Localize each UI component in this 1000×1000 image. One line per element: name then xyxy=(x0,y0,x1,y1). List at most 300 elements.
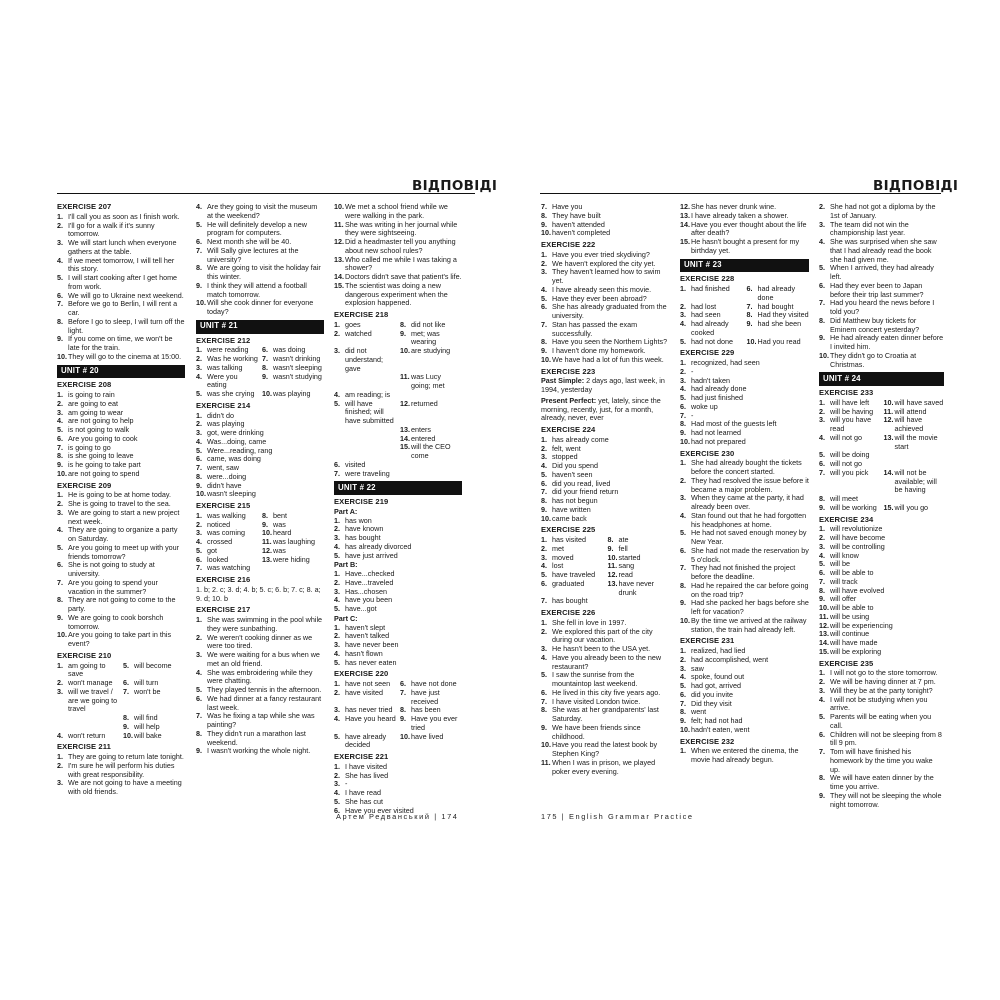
answer-text: Are you going to cook xyxy=(68,433,138,443)
answer-number: 9. xyxy=(680,716,686,725)
answer-item xyxy=(680,338,743,347)
exercise-title: EXERCISE 222 xyxy=(541,240,596,249)
answer-number: 10. xyxy=(196,489,206,499)
answer-text: was doing xyxy=(273,345,306,355)
answer-number: 4. xyxy=(680,319,686,328)
answer-number: 6. xyxy=(541,578,547,588)
answer-text: ate xyxy=(618,535,629,544)
answer-number: 3. xyxy=(334,533,340,542)
answer-text: They played tennis in the afternoon. xyxy=(207,685,322,694)
answer-number: 6. xyxy=(57,433,63,443)
answer-text: fell xyxy=(618,543,628,553)
answer-text: Who called me while I was taking a shower? xyxy=(345,254,457,273)
answer-text: She was surprised when she saw that I had already read the book she had given me. xyxy=(830,237,937,264)
answer-text: will continue xyxy=(830,629,870,639)
answer-number: 2. xyxy=(680,301,686,311)
answer-text: has bought xyxy=(345,533,381,542)
answer-item xyxy=(196,712,324,730)
answer-text: haven't completed xyxy=(552,228,611,238)
answer-number: 6. xyxy=(819,280,825,290)
answer-text: Have you seen the Northern Lights? xyxy=(552,337,668,347)
page-footer: 175 | English Grammar Practice xyxy=(541,812,694,821)
exercise-block xyxy=(541,368,670,424)
exercise-block xyxy=(819,660,944,810)
answer-text: have known xyxy=(345,524,384,534)
answer-text: By the time we arrived at the railway station, the train had already left. xyxy=(691,615,807,634)
answer-item xyxy=(334,400,396,426)
answer-number: 8. xyxy=(541,496,547,505)
answer-item xyxy=(334,715,396,733)
answer-text: will help xyxy=(134,721,160,731)
answer-text: will be controlling xyxy=(830,541,885,551)
answer-item xyxy=(57,353,185,362)
answer-item xyxy=(819,264,944,282)
answer-column xyxy=(541,203,670,776)
answer-text: had just finished xyxy=(691,393,743,402)
answer-number: 3. xyxy=(57,238,63,247)
answer-item xyxy=(57,274,185,292)
answer-item xyxy=(819,317,944,335)
answer-number: 4. xyxy=(541,461,547,470)
answer-number: 6. xyxy=(334,459,340,469)
answer-item-empty xyxy=(57,714,119,723)
answer-number: 3. xyxy=(57,407,63,417)
answer-number: 5. xyxy=(680,393,686,402)
answer-text: won't manage xyxy=(68,678,113,687)
answer-text: will be exploring xyxy=(830,646,882,656)
answer-text: crossed xyxy=(207,537,233,546)
answer-text: We weren't cooking dinner as we were too tired. xyxy=(207,632,313,651)
answer-text: Had they ever been to Japan before their trip last summer? xyxy=(830,280,924,299)
answer-text: won't be xyxy=(134,686,161,696)
answer-number: 7. xyxy=(746,301,753,311)
answer-paragraph xyxy=(541,397,670,423)
answer-number: 3. xyxy=(541,452,547,462)
answer-text: Have you ever thought about the life after death? xyxy=(691,219,807,238)
answer-text: When I was in prison, we played poker every evening. xyxy=(552,757,656,776)
answer-text: Did a headmaster tell you anything about new school rules? xyxy=(345,237,456,255)
answer-number: 1. xyxy=(541,535,547,544)
answer-text: - xyxy=(345,779,348,789)
answer-text: got xyxy=(207,545,217,555)
answer-text: is she going to leave xyxy=(68,451,134,461)
answer-number: 7. xyxy=(541,487,547,497)
answer-text: was watching xyxy=(207,563,251,573)
answer-number: 2. xyxy=(680,366,686,376)
answer-number: 8. xyxy=(262,510,268,520)
answer-text: looked xyxy=(207,554,229,564)
answer-text: The team did not win the championship last year. xyxy=(830,219,909,238)
answer-text: will have left xyxy=(830,397,870,407)
answer-item xyxy=(400,715,462,733)
exercise-title: EXERCISE 216 xyxy=(196,575,251,584)
answer-text: is going to go xyxy=(68,442,111,452)
answer-text: Had you heard the news before I told you? xyxy=(830,298,935,316)
answer-item xyxy=(680,477,809,495)
answer-text: will track xyxy=(830,576,858,586)
answer-number: 3. xyxy=(334,640,340,649)
answer-number: 2. xyxy=(819,533,825,542)
answer-number: 11. xyxy=(541,757,551,767)
exercise-block xyxy=(196,502,324,573)
answer-text: Stan has passed the exam successfully. xyxy=(552,319,638,338)
exercise-block xyxy=(57,381,185,478)
answer-number: 6. xyxy=(57,290,63,300)
answer-text: will find xyxy=(134,713,158,722)
answer-text: She was swimming in the pool while they were sunbathing. xyxy=(207,615,323,633)
answer-number: 3. xyxy=(819,415,825,425)
answer-number: 5. xyxy=(541,293,547,303)
answer-text: were reading xyxy=(207,345,249,355)
answer-text: will offer xyxy=(830,594,857,604)
answer-number: 4. xyxy=(680,672,686,682)
answer-number: 8. xyxy=(123,713,129,722)
answer-text: will be working xyxy=(830,502,877,512)
answer-number: 3. xyxy=(334,346,340,355)
unit-heading: UNIT # 23 xyxy=(680,259,809,273)
answer-number: 4. xyxy=(196,202,202,211)
exercise-title: EXERCISE 215 xyxy=(196,501,251,510)
exercise-block xyxy=(196,203,324,317)
answer-number: 1. xyxy=(334,761,340,771)
answer-number: 7. xyxy=(262,354,268,363)
answer-item xyxy=(123,732,185,741)
answer-text: had got, arrived xyxy=(691,681,741,690)
exercise-title: EXERCISE 214 xyxy=(196,400,251,410)
part-label: Part C: xyxy=(334,613,358,623)
answer-text: Tom will have finished his homework by the time you wake up. xyxy=(830,747,933,774)
answer-item xyxy=(819,238,944,264)
answer-number: 15. xyxy=(680,237,690,246)
answer-item xyxy=(262,390,324,399)
answer-number: 5. xyxy=(196,389,202,398)
answer-text: She had not got a diploma by the 1st of January. xyxy=(830,202,936,220)
answer-item xyxy=(196,634,324,652)
answer-item xyxy=(680,238,809,256)
answer-item xyxy=(334,772,462,781)
answer-number: 10. xyxy=(680,724,690,734)
exercise-block xyxy=(680,275,809,346)
answer-text: I have visited London twice. xyxy=(552,696,641,706)
answer-number: 5. xyxy=(334,604,340,613)
answer-text: will have achieved xyxy=(894,415,924,433)
answer-text: was coming xyxy=(207,528,245,538)
answer-text: Have you ever tried skydiving? xyxy=(552,249,650,259)
answer-text: will be having xyxy=(830,406,874,416)
answer-item xyxy=(680,494,809,512)
answer-number: 9. xyxy=(123,721,129,731)
answer-number: 3. xyxy=(541,552,547,562)
answer-number: 14. xyxy=(680,219,690,229)
answer-item xyxy=(334,256,462,274)
answer-text: They had resolved the issue before it became a major problem. xyxy=(691,475,809,494)
answer-text: I have already seen this movie. xyxy=(552,284,652,294)
exercise-title: EXERCISE 226 xyxy=(541,608,596,617)
answer-text: heard xyxy=(273,528,292,538)
answer-number: 10. xyxy=(123,730,133,740)
answer-number: 2. xyxy=(541,543,547,553)
answer-text: Are you going to spend your vacation in the summer? xyxy=(68,577,158,596)
answer-item xyxy=(819,203,944,221)
answer-text: She is not going to study at university. xyxy=(68,560,155,578)
answer-text: has been xyxy=(411,705,441,715)
answer-text: will turn xyxy=(134,678,159,687)
answer-number: 2. xyxy=(57,678,63,687)
answer-number: 3. xyxy=(541,644,547,653)
exercise-title: EXERCISE 228 xyxy=(680,274,735,284)
answer-text: am going to wear xyxy=(68,407,124,417)
answer-text: bent xyxy=(273,510,287,520)
answer-text: had already cooked xyxy=(691,319,729,337)
answer-text: will not be available; will be having xyxy=(894,467,937,495)
answer-item xyxy=(57,762,185,780)
answer-text: I will start cooking after I get home from work. xyxy=(68,273,178,291)
answer-text: The scientist was doing a new dangerous experiment when the explosion happened. xyxy=(345,280,448,308)
answer-number: 11. xyxy=(262,537,272,546)
answer-item xyxy=(196,264,324,282)
answer-number: 4. xyxy=(196,667,202,677)
answer-number: 3. xyxy=(196,528,202,538)
answer-text: Will she cook dinner for everyone today? xyxy=(207,298,314,316)
exercise-block xyxy=(680,637,809,734)
answer-number: 9. xyxy=(400,714,406,723)
answer-text: will the movie start xyxy=(894,432,938,451)
answer-item xyxy=(57,318,185,336)
answer-number: 1. xyxy=(541,617,547,627)
answer-number: 1. xyxy=(196,615,202,624)
answer-text: We are going to visit the holiday fair this winter. xyxy=(207,263,321,281)
answer-text: hadn't eaten, went xyxy=(691,724,750,734)
answer-number: 3. xyxy=(680,310,686,320)
answer-item-empty xyxy=(608,597,671,606)
answer-text: will be doing xyxy=(830,450,870,460)
exercise-block xyxy=(334,753,462,815)
answer-number: 10. xyxy=(541,513,551,523)
answer-number: 2. xyxy=(334,687,340,697)
answer-text: entered xyxy=(411,433,436,443)
answer-text: went xyxy=(691,707,707,717)
answer-item xyxy=(819,748,944,774)
answer-text: spoke, found out xyxy=(691,672,745,682)
answer-item-empty xyxy=(262,564,324,573)
answer-item xyxy=(400,347,462,373)
answer-text: will meet xyxy=(830,494,858,503)
answer-number: 14. xyxy=(334,272,344,281)
answer-item xyxy=(57,222,185,240)
answer-text: I have visited xyxy=(345,761,387,771)
answer-item xyxy=(541,671,670,689)
answer-text: have not seen xyxy=(345,679,391,688)
answer-number: 4. xyxy=(334,788,340,797)
answer-text: I think they will attend a football match tomorrow. xyxy=(207,280,307,299)
answer-item xyxy=(819,469,880,495)
exercise-title: EXERCISE 209 xyxy=(57,480,112,490)
answer-item xyxy=(819,696,944,714)
page-header: ВІДПОВІДІ xyxy=(873,178,959,194)
answer-number: 1. xyxy=(541,249,547,259)
answer-text: sang xyxy=(618,561,635,571)
answer-item xyxy=(334,659,462,668)
answer-item xyxy=(541,536,604,545)
answer-number: 8. xyxy=(262,362,268,372)
answer-text: will know xyxy=(830,550,859,560)
answer-number: 7. xyxy=(680,698,686,708)
answer-number: 8. xyxy=(57,451,63,461)
answer-number: 6. xyxy=(196,454,202,464)
answer-number: 2. xyxy=(57,398,63,408)
answer-text: Have you heard xyxy=(345,714,396,723)
answer-number: 7. xyxy=(819,467,825,477)
answer-item-empty xyxy=(334,426,396,435)
answer-text: She had already bought the tickets before the concert started. xyxy=(691,458,802,476)
answer-item xyxy=(819,282,944,300)
answer-text: read xyxy=(618,570,633,579)
answer-text: Have you ever visited xyxy=(345,805,414,815)
answer-number: 8. xyxy=(819,494,825,503)
answer-number: 10. xyxy=(541,740,551,750)
exercise-block xyxy=(196,606,324,756)
answer-number: 4. xyxy=(196,371,202,381)
answer-item xyxy=(57,300,185,318)
answer-text: will have finished; will have submitted xyxy=(345,398,394,425)
answer-item xyxy=(57,662,119,680)
answer-number: 4. xyxy=(57,730,63,740)
answer-item xyxy=(196,373,258,391)
answer-text: will be xyxy=(830,559,850,569)
answer-number: 7. xyxy=(123,686,129,696)
unit-heading: UNIT # 20 xyxy=(57,365,185,379)
answer-text: had finished xyxy=(691,284,730,293)
answer-number: 14. xyxy=(819,638,829,647)
answer-number: 6. xyxy=(196,237,202,246)
answer-text: wasn't studying xyxy=(273,371,322,381)
answer-item xyxy=(541,554,604,563)
exercise-block xyxy=(819,516,944,657)
answer-item xyxy=(57,239,185,257)
exercise-block xyxy=(57,482,185,649)
answer-number: 11. xyxy=(334,219,344,229)
answer-text: He hasn't been to the USA yet. xyxy=(552,644,651,653)
answer-item xyxy=(196,616,324,634)
answer-number: 9. xyxy=(680,428,686,437)
answer-number: 6. xyxy=(819,568,825,577)
answer-text: stopped xyxy=(552,452,578,462)
answer-number: 5. xyxy=(123,660,129,670)
answer-text: We have been friends since childhood. xyxy=(552,722,641,741)
part-label: Part A: xyxy=(334,506,358,516)
answer-text: have not done xyxy=(411,679,457,688)
answer-text: will bake xyxy=(134,730,162,740)
exercise-title: EXERCISE 217 xyxy=(196,605,251,615)
answer-item-empty xyxy=(400,470,462,479)
answer-grid xyxy=(680,285,809,346)
answer-text: They are not going to come to the party. xyxy=(68,595,176,613)
answer-item xyxy=(541,268,670,286)
answer-text: 1. b; 2. c; 3. d; 4. b; 5. c; 6. b; 7. c; 8. a; 9. d; 10. b xyxy=(196,584,321,603)
answer-number: 10. xyxy=(400,346,410,355)
answer-text: Have they ever been abroad? xyxy=(552,293,647,303)
answer-text: When we entered the cinema, the movie had already begun. xyxy=(691,746,799,764)
answer-item xyxy=(541,706,670,724)
answer-item xyxy=(400,689,462,707)
answer-item xyxy=(680,359,809,368)
answer-text: Have...traveled xyxy=(345,577,394,587)
exercise-block xyxy=(541,241,670,365)
answer-text: Have you ever tried xyxy=(411,714,458,732)
answer-number: 6. xyxy=(541,302,547,312)
exercise-title: EXERCISE 232 xyxy=(680,736,735,746)
answer-text: saw xyxy=(691,663,704,673)
answer-text: Had you read xyxy=(757,336,801,346)
exercise-block xyxy=(541,609,670,776)
answer-text: We were waiting for a bus when we met an old friend. xyxy=(207,650,320,668)
answer-number: 15. xyxy=(819,646,829,656)
answer-text: haven't talked xyxy=(345,631,390,641)
answer-number: 13. xyxy=(883,432,894,442)
answer-number: 10. xyxy=(57,630,67,640)
answer-number: 2. xyxy=(334,328,340,338)
answer-text: did not understand; gave xyxy=(345,346,383,373)
answer-text: visited xyxy=(345,459,366,469)
exercise-block xyxy=(334,203,462,308)
answer-text: got, were drinking xyxy=(207,428,264,437)
answer-text: I'll go for a walk if it's sunny tomorrow. xyxy=(68,220,155,239)
answer-item xyxy=(57,257,185,275)
answer-text: She fell in love in 1997. xyxy=(552,617,627,627)
answer-item xyxy=(196,651,324,669)
answer-text: Children will not be sleeping from 8 till 9 pm. xyxy=(830,729,942,748)
answer-item xyxy=(196,490,324,499)
exercise-block xyxy=(196,402,324,499)
answer-column xyxy=(819,203,944,809)
answer-text: was laughing xyxy=(273,537,315,546)
answer-text: has never tried xyxy=(345,705,393,715)
answer-grid xyxy=(57,662,185,741)
answer-text: We will be having dinner at 7 pm. xyxy=(830,677,936,686)
exercise-block xyxy=(680,738,809,765)
exercise-block xyxy=(334,670,462,750)
answer-text: recognized, had seen xyxy=(691,358,760,367)
answer-item xyxy=(334,605,462,614)
exercise-title: EXERCISE 225 xyxy=(541,525,596,535)
answer-text: are not going to help xyxy=(68,416,134,426)
answer-number: 1. xyxy=(819,397,825,407)
answer-text: will have saved xyxy=(894,397,944,407)
answer-number: 2. xyxy=(196,632,202,642)
answer-text: hasn't flown xyxy=(345,648,383,658)
answer-item xyxy=(57,579,185,597)
answer-item xyxy=(747,338,810,347)
exercise-title: EXERCISE 212 xyxy=(196,335,251,345)
answer-number: 7. xyxy=(819,298,825,308)
answer-item xyxy=(680,747,809,765)
answer-grid xyxy=(334,321,462,479)
answer-text: were hiding xyxy=(273,554,310,564)
answer-text: didn't have xyxy=(207,480,242,490)
answer-text: will you pick xyxy=(830,467,869,477)
answer-number: 14. xyxy=(400,433,410,443)
answer-text: hadn't taken xyxy=(691,375,730,385)
answer-number: 10. xyxy=(819,350,829,360)
answer-number: 2. xyxy=(57,499,63,508)
answer-text: started xyxy=(618,552,641,562)
answer-text: We are not going to have a meeting with old friends. xyxy=(68,778,182,796)
answer-item xyxy=(680,403,809,412)
answer-number: 11. xyxy=(400,372,410,382)
answer-text: will revolutionize xyxy=(830,524,883,534)
answer-text: I saw the sunrise from the mountaintop last weekend. xyxy=(552,670,638,688)
answer-item xyxy=(196,747,324,756)
